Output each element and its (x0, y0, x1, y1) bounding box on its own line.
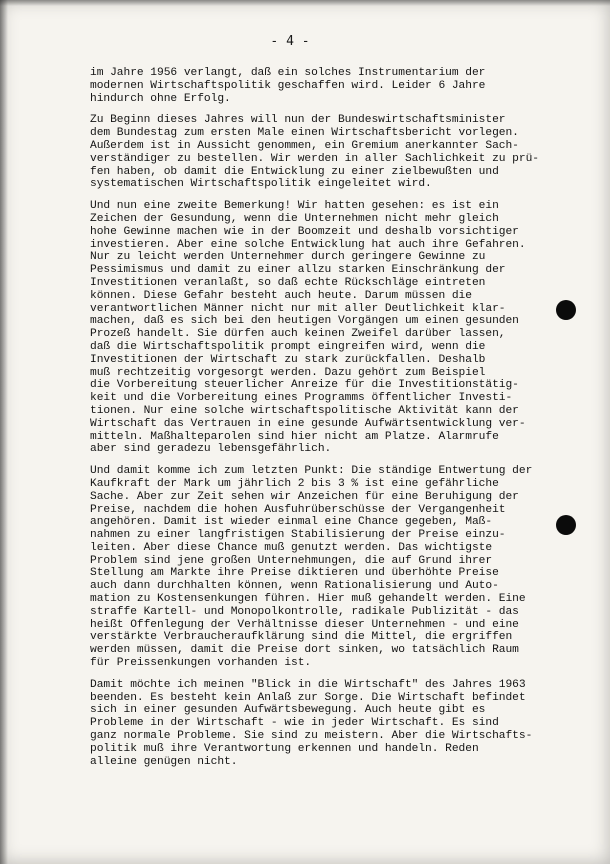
document-body (90, 67, 570, 777)
text-line: werden müssen, damit die Preise dort sinken, wo tatsächlich Raum (90, 644, 519, 657)
text-line: für Preissenkungen vorhanden ist. (90, 657, 312, 670)
text-line: Damit möchte ich meinen "Blick in die Wirtschaft" des Jahres 1963 (90, 678, 526, 691)
text-line: Probleme in der Wirtschaft - wie in jeder Wirtschaft. Es sind (90, 717, 499, 730)
paragraph (90, 67, 570, 105)
text-line: Investitionen der Wirtschaft zu stark zurückfallen. Deshalb (90, 353, 486, 366)
text-line: keit und die Vorbereitung eines Programms öffentlicher Investi- (90, 392, 513, 405)
text-line: Und nun eine zweite Bemerkung! Wir hatten gesehen: es ist ein (90, 200, 499, 213)
page-number: - 4 - (270, 34, 310, 49)
text-line: im Jahre 1956 verlangt, daß ein solches Instrumentarium der (90, 67, 486, 79)
text-line: Stellung am Markte ihre Preise diktieren und überhöhte Preise (90, 567, 499, 580)
text-line: investieren. Aber eine solche Entwicklung hat auch ihre Gefahren. (90, 238, 526, 251)
text-line: ganz normale Probleme. Sie sind zu meistern. Aber die Wirtschafts- (90, 730, 533, 743)
text-line: hindurch ohne Erfolg. (90, 92, 231, 105)
text-line: Nur zu leicht werden Unternehmer durch geringere Gewinne zu (90, 251, 486, 264)
text-line: mation zu Kostensenkungen führen. Hier muß gehandelt werden. Eine (90, 593, 526, 606)
punch-hole-lower (556, 515, 576, 535)
text-line: Kaufkraft der Mark um jährlich 2 bis 3 % ist eine gefährliche (90, 477, 499, 490)
text-line: leiten. Aber diese Chance muß genutzt werden. Das wichtigste (90, 541, 493, 554)
text-line: Zu Beginn dieses Jahres will nun der Bundeswirtschaftsminister (90, 114, 506, 127)
text-line: fen haben, ob damit die Entwicklung zu einer zielbewußten und (90, 165, 499, 178)
text-line: daß die Wirtschaftspolitik prompt eingreifen wird, wenn die (90, 340, 486, 353)
text-line: Problem sind jene großen Unternehmungen, die auf Grund ihrer (90, 554, 493, 567)
text-line: aber sind geradezu lebensgefährlich. (90, 443, 332, 456)
text-line: Investitionen veranlaßt, so daß echte Rückschläge eintreten (90, 276, 486, 289)
text-line: systematischen Wirtschaftspolitik eingeleitet wird. (90, 178, 432, 191)
paragraph (90, 679, 570, 769)
text-line: heißt Offenlegung der Verhältnisse dieser Unternehmen - und eine (90, 618, 519, 631)
text-line: Pessimismus und damit zu einer allzu starken Einschränkung der (90, 264, 506, 277)
text-line: nahmen zu einer langfristigen Stabilisierung der Preise einzu- (90, 529, 506, 542)
text-line: politik muß ihre Verantwortung erkennen und handeln. Reden (90, 742, 479, 755)
text-line: verständiger zu bestellen. Wir werden in aller Sachlichkeit zu prü- (90, 152, 539, 165)
text-line: machen, daß es sich bei den heutigen Vorgängen um einen gesunden (90, 315, 519, 328)
punch-hole-upper (556, 300, 576, 320)
text-line: können. Diese Gefahr besteht auch heute. Darum müssen die (90, 289, 472, 302)
text-line: Außerdem ist in Aussicht genommen, ein Gremium anerkannter Sach- (90, 139, 519, 152)
scan-edge-left (0, 0, 8, 864)
text-line: Und damit komme ich zum letzten Punkt: Die ständige Entwertung der (90, 465, 533, 478)
text-line: modernen Wirtschaftspolitik geschaffen wird. Leider 6 Jahre (90, 79, 486, 92)
text-line: hohe Gewinne machen wie in der Boomzeit und deshalb vorsichtiger (90, 225, 519, 238)
text-line: straffe Kartell- und Monopolkontrolle, radikale Publizität - das (90, 605, 519, 618)
text-line: Sache. Aber zur Zeit sehen wir Anzeichen für eine Beruhigung der (90, 490, 519, 503)
text-line: die Vorbereitung steuerlicher Anreize für die Investitionstätig- (90, 379, 519, 392)
paragraph (90, 200, 570, 456)
text-line: beenden. Es besteht kein Anlaß zur Sorge. Die Wirtschaft befindet (90, 691, 526, 704)
text-line: Zeichen der Gesundung, wenn die Unternehmen nicht mehr gleich (90, 212, 499, 225)
text-line: muß rechtzeitig vorgesorgt werden. Dazu gehört zum Beispiel (90, 366, 486, 379)
text-line: Wirtschaft das Vertrauen in eine gesunde Aufwärtsentwicklung ver- (90, 417, 526, 430)
text-line: auch dann durchhalten können, wenn Rationalisierung und Auto- (90, 580, 499, 593)
paragraph (90, 114, 570, 191)
text-line: alleine genügen nicht. (90, 755, 238, 768)
scan-edge-top (0, 0, 610, 6)
text-line: Prozeß handelt. Sie dürfen auch keinen Zweifel darüber lassen, (90, 328, 506, 341)
text-line: sich in einer gesunden Aufwärtsbewegung. Auch heute gibt es (90, 704, 486, 717)
text-line: dem Bundestag zum ersten Male einen Wirtschaftsbericht vorlegen. (90, 127, 519, 140)
text-line: Preise, nachdem die hohen Ausfuhrüberschüsse der Vergangenheit (90, 503, 506, 516)
text-line: mitteln. Maßhalteparolen sind hier nicht am Platze. Alarmrufe (90, 430, 499, 443)
text-line: angehören. Damit ist wieder einmal eine Chance gegeben, Maß- (90, 516, 493, 529)
text-line: verstärkte Verbraucheraufklärung sind die Mittel, die ergriffen (90, 631, 513, 644)
text-line: verantwortlichen Männer nicht nur mit aller Deutlichkeit klar- (90, 302, 506, 315)
text-line: tionen. Nur eine solche wirtschaftspolitische Aktivität kann der (90, 404, 519, 417)
paragraph (90, 465, 570, 670)
